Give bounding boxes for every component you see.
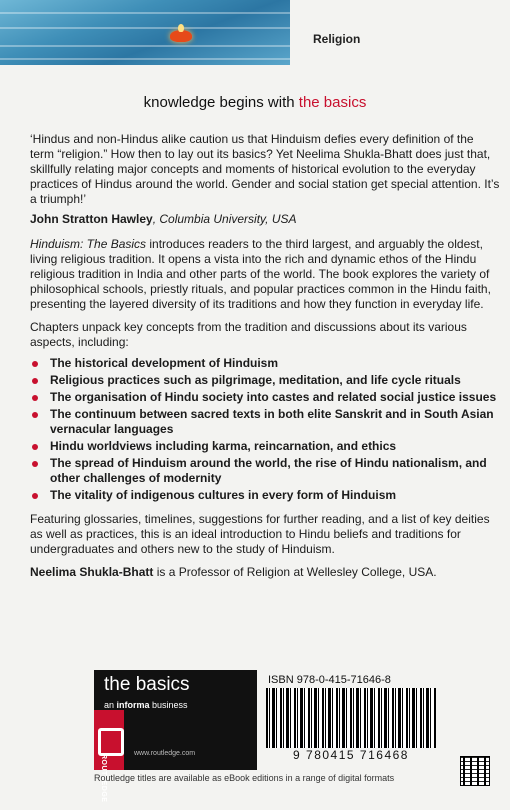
bullet-icon xyxy=(32,444,38,450)
ebook-note: Routledge titles are available as eBook editions in a range of digital formats xyxy=(94,773,395,783)
endorser-name: John Stratton Hawley xyxy=(30,212,153,226)
series-tagline xyxy=(0,94,510,111)
bullet-icon xyxy=(32,378,38,384)
list-item: The vitality of indigenous cultures in every form of Hinduism xyxy=(30,488,500,503)
publisher-url: www.routledge.com xyxy=(134,750,196,757)
flame-icon xyxy=(178,24,184,32)
tagline-prefix: knowledge begins with xyxy=(143,94,299,111)
endorsement-quote: ‘Hindus and non-Hindus alike caution us that Hinduism defies every definition of the term “religion.” How then to lay out its basics? Yet Neelima Shukla-Bhatt does just that, skillfully relating major concepts and moments of historical evolution to the everyday practices of Hindus around the world. Gender and social station get special attention. It’s a triumph!’ xyxy=(30,132,500,206)
series-title: the basics xyxy=(104,674,190,695)
category-label: Religion xyxy=(313,32,361,46)
chapter-topics-list xyxy=(30,356,500,503)
back-cover-text xyxy=(30,132,500,588)
featuring-paragraph: Featuring glossaries, timelines, suggestions for further reading, and a list of key deities as well as practices, this is an ideal introduction to Hindu beliefs and traditions for undergraduates and others new to the study of Hinduism. xyxy=(30,512,490,556)
author-bio-text: is a Professor of Religion at Wellesley College, USA. xyxy=(153,565,437,579)
endorser-affiliation: , Columbia University, USA xyxy=(152,212,297,226)
chapters-lead: Chapters unpack key concepts from the tradition and discussions about its various aspects, including: xyxy=(30,320,467,349)
list-item: The spread of Hinduism around the world, the rise of Hindu nationalism, and other challenges of modernity xyxy=(30,456,500,486)
book-title-inline: Hinduism: The Basics xyxy=(30,237,147,251)
publisher-name: ROUTLEDGE xyxy=(100,754,107,803)
tagline-accent: the basics xyxy=(298,94,367,111)
bullet-icon xyxy=(32,461,38,467)
bullet-icon xyxy=(32,361,38,367)
list-item: The continuum between sacred texts in both elite Sanskrit and in South Asian vernacular languages xyxy=(30,407,500,437)
intro-text: introduces readers to the third largest, and arguably the oldest, living religious tradition. It opens a vista into the rich and dynamic ethos of the Hindu religious tradition in India and other parts of the world. The book explores the variety of philosophical schools, priestly rituals, and popular practices common in the Hindu faith, presenting the layered diversity of its traditions and how they function in everyday life. xyxy=(30,237,491,311)
barcode-number: 9 780415 716468 xyxy=(293,748,409,762)
routledge-logo-icon xyxy=(94,710,124,803)
bullet-icon xyxy=(32,395,38,401)
list-item: The organisation of Hindu society into castes and related social justice issues xyxy=(30,390,500,405)
list-item: Religious practices such as pilgrimage, meditation, and life cycle rituals xyxy=(30,373,500,388)
routledge-r-mark-icon xyxy=(98,728,124,756)
isbn-label: ISBN 978-0-415-71646-8 xyxy=(268,674,391,686)
qr-code-icon xyxy=(460,756,490,786)
intro-paragraph xyxy=(30,237,500,312)
bullet-icon xyxy=(32,493,38,499)
bullet-icon xyxy=(32,412,38,418)
endorsement-attribution xyxy=(30,212,500,227)
cover-photo xyxy=(0,0,290,65)
author-bio xyxy=(30,565,500,580)
barcode-icon xyxy=(266,688,436,748)
informa-line: an informa business xyxy=(104,700,188,710)
author-name: Neelima Shukla-Bhatt xyxy=(30,565,154,579)
list-item: Hindu worldviews including karma, reincarnation, and ethics xyxy=(30,439,500,454)
list-item: The historical development of Hinduism xyxy=(30,356,500,371)
